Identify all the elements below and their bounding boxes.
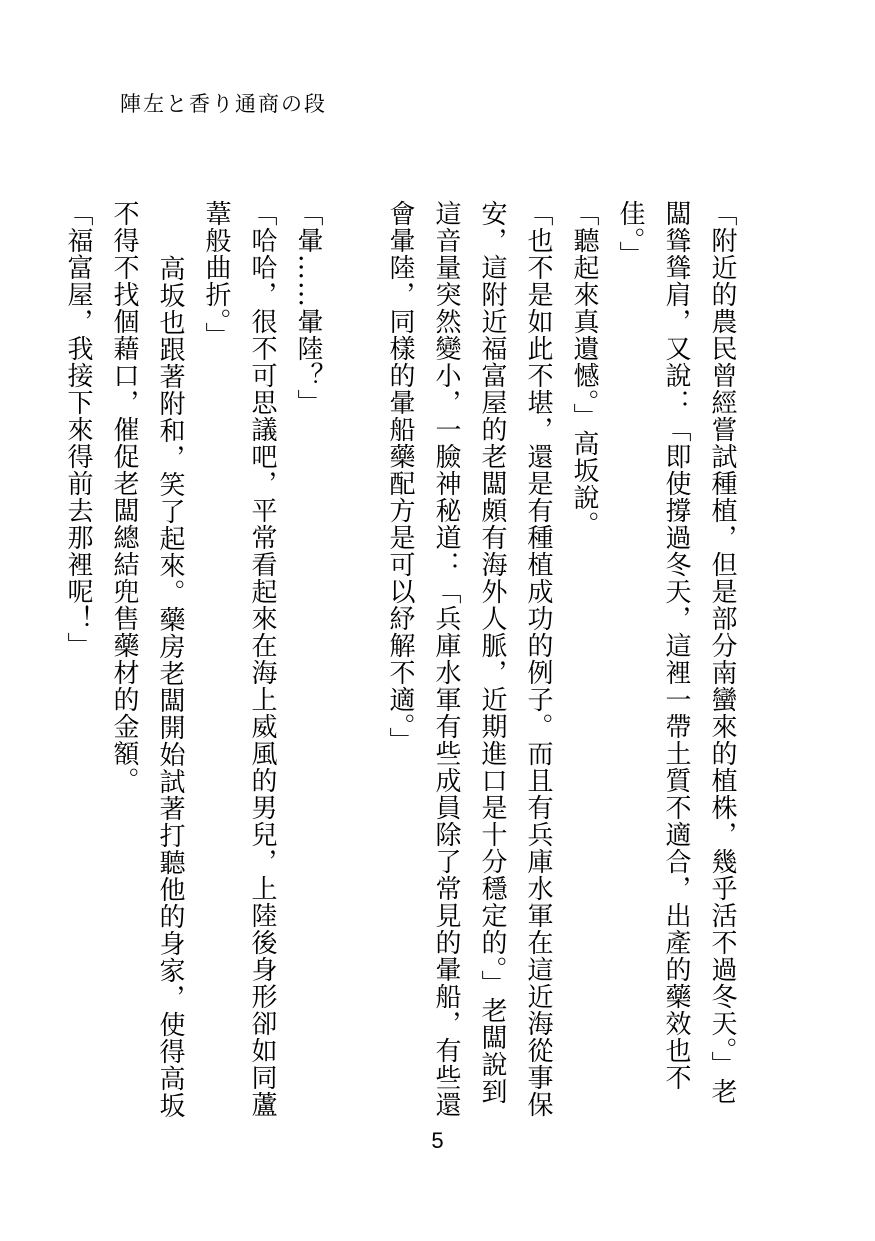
blank-line	[331, 200, 377, 1120]
paragraph: 「福富屋，我接下來得前去那裡呢！」	[63, 200, 93, 659]
paragraph: 「暈……暈陸？」	[293, 200, 323, 416]
paragraph: 「哈哈，很不可思議吧，平常看起來在海上威風的男兒，上陸後身形卻如同蘆葦般曲折。」	[201, 200, 277, 1118]
vertical-body-text	[63, 200, 745, 1120]
paragraph: 「附近的農民曾經嘗試種植，但是部分南蠻來的植株，幾乎活不過冬天。」老闆聳聳肩，又說：「即使撐過冬天，這裡一帶土質不適合，出產的藥效也不佳。」	[615, 200, 737, 1105]
paragraph: 「聽起來真遺憾。」高坂說。	[569, 200, 599, 538]
running-header: 陣左と香り通商の段	[120, 92, 327, 116]
page-number: 5	[431, 1128, 444, 1153]
paragraph: 高坂也跟著附和，笑了起來。藥房老闆開始試著打聽他的身家，使得高坂不得不找個藉口，催促老闆總結兜售藥材的金額。	[109, 200, 185, 1119]
paragraph: 「也不是如此不堪，還是有種植成功的例子。而且有兵庫水軍在這近海從事保安，這附近福富屋的老闆頗有海外人脈，近期進口是十分穩定的。」老闆說到這音量突然變小，一臉神秘道：「兵庫水軍有些成員除了常見的暈船，有些還會暈陸，同樣的暈船藥配方是可以紓解不適。」	[385, 200, 553, 1118]
